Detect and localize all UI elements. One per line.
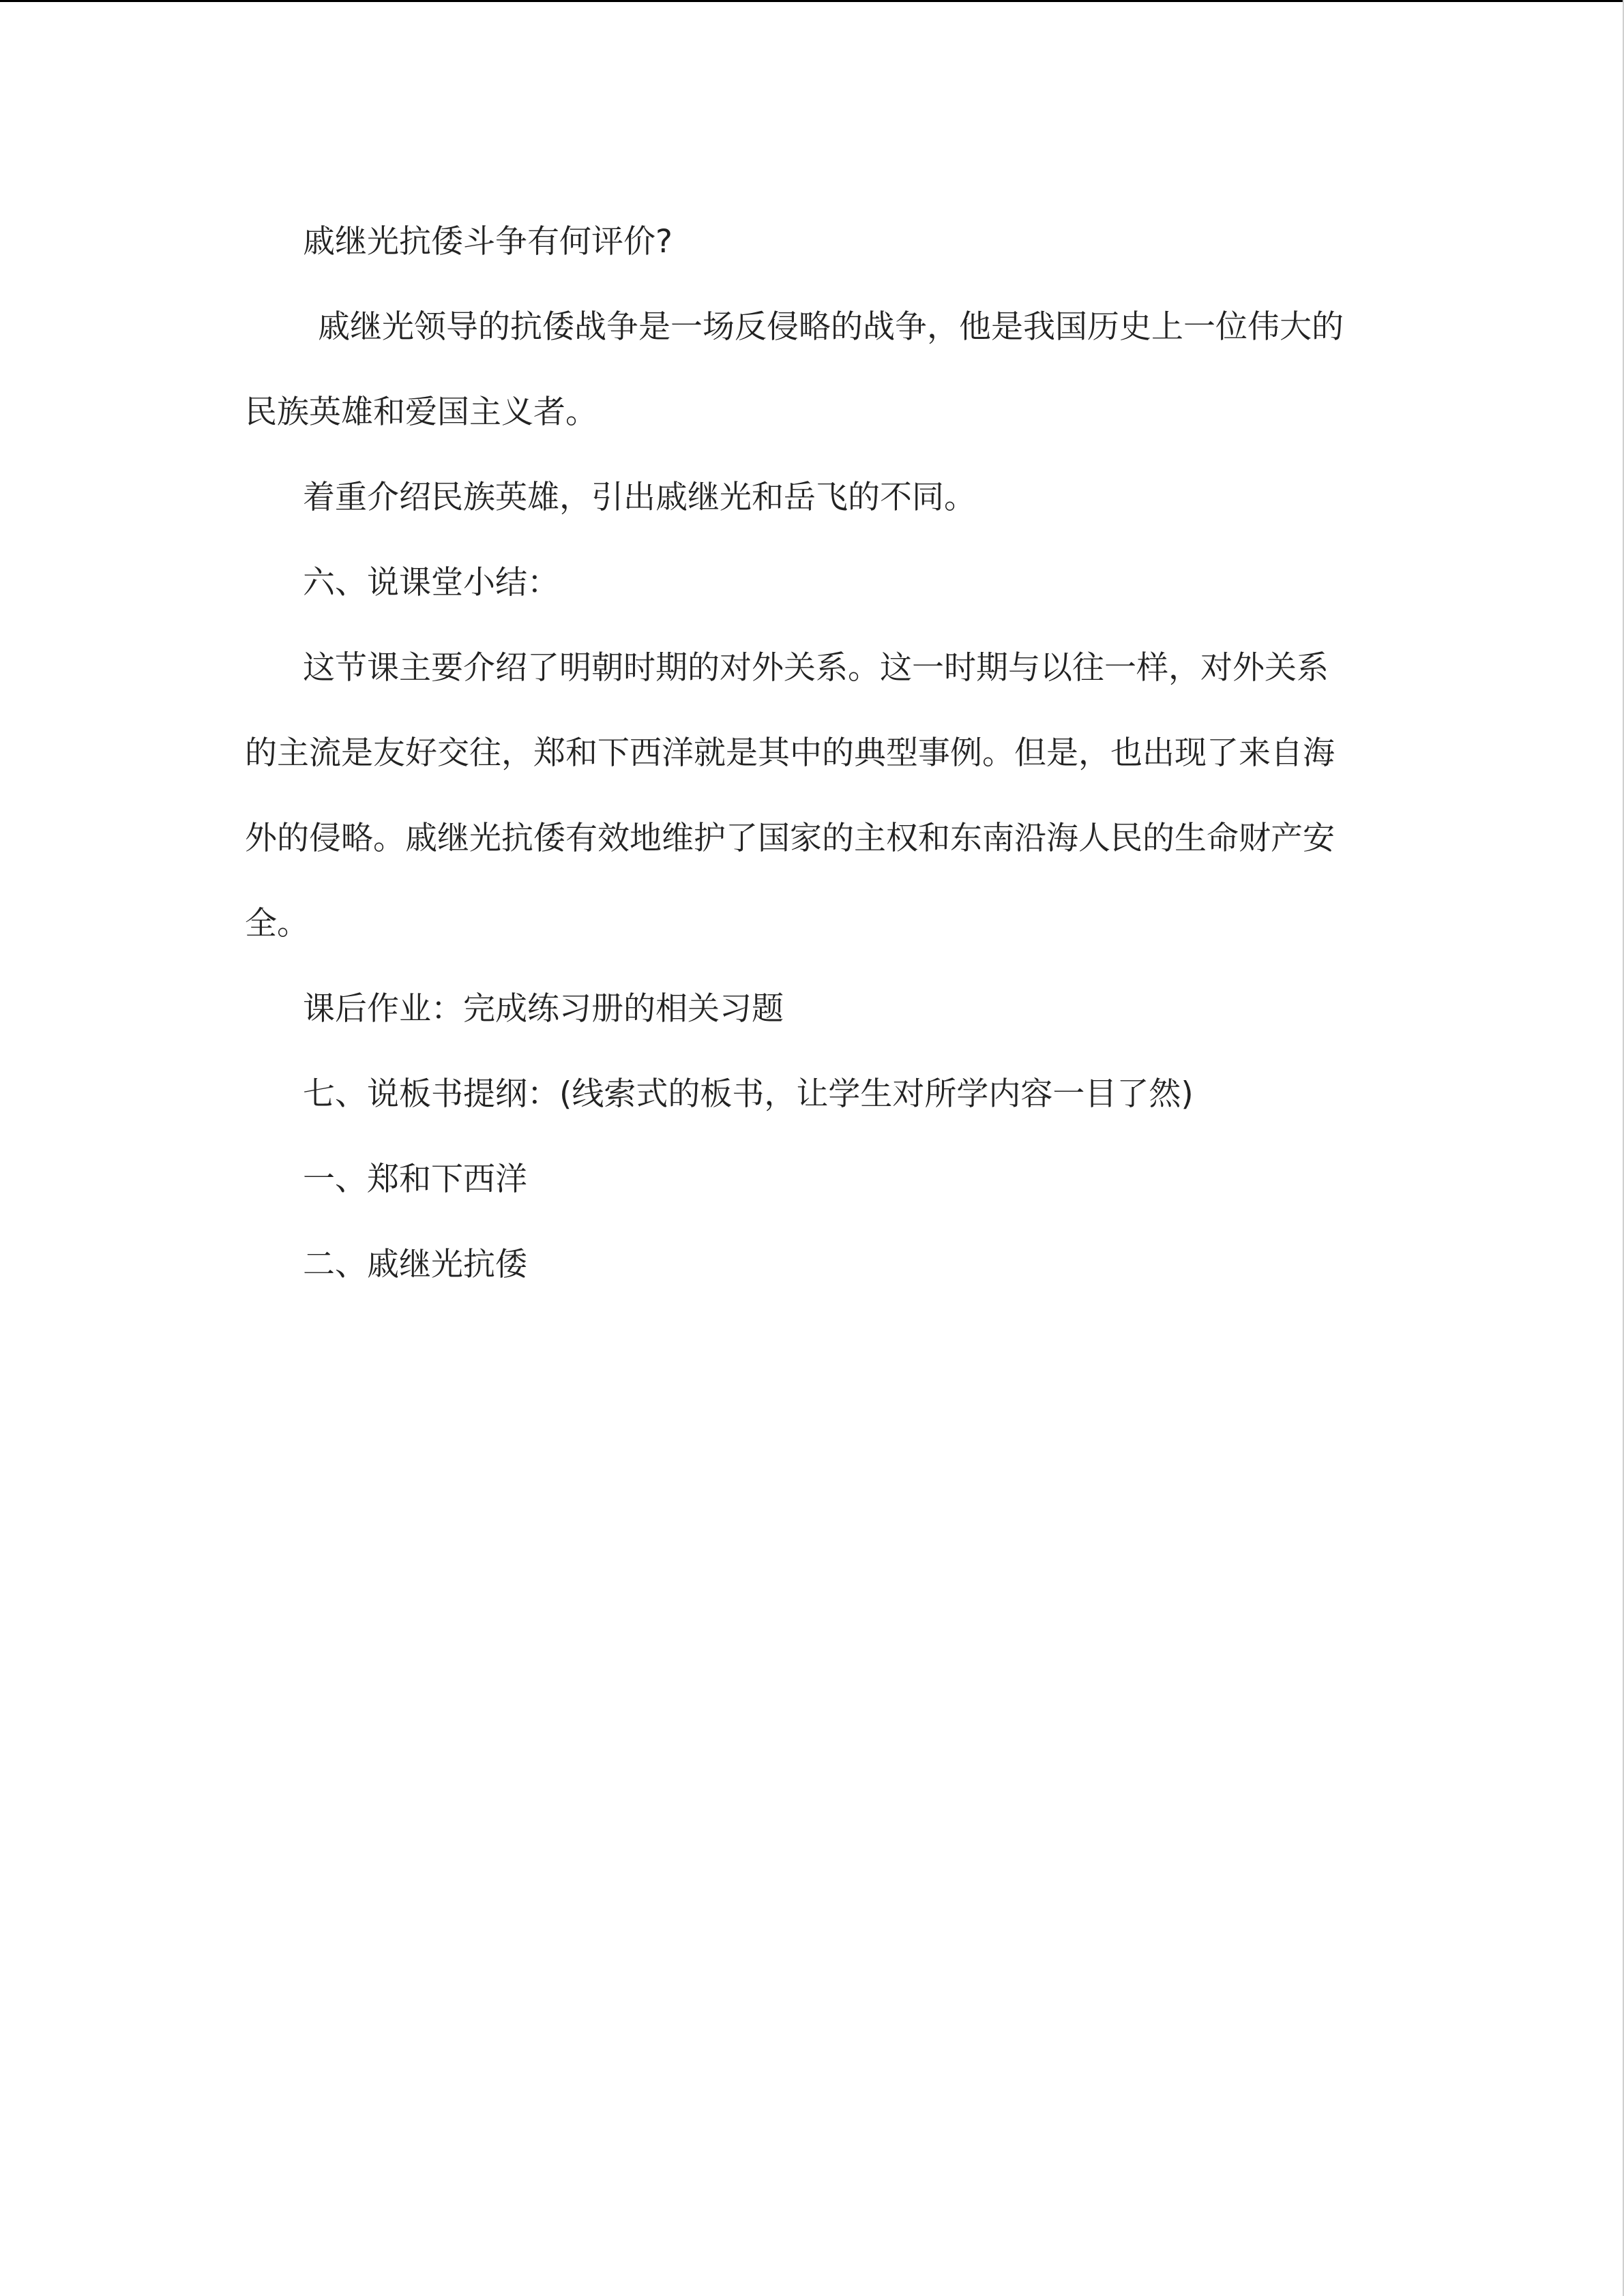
section-six-heading: 六、说课堂小结： <box>303 564 559 601</box>
answer-line-1: 戚继光领导的抗倭战争是一场反侵略的战争，他是我国历史上一位伟大的 <box>318 308 1344 346</box>
teaching-note: 着重介绍民族英雄，引出戚继光和岳飞的不同。 <box>303 479 976 516</box>
outline-item-1: 一、郑和下西洋 <box>303 1161 527 1198</box>
summary-line-1: 这节课主要介绍了明朝时期的对外关系。这一时期与以往一样，对外关系 <box>303 649 1329 687</box>
outline-item-2: 二、戚继光抗倭 <box>303 1246 527 1283</box>
question-evaluation: 戚继光抗倭斗争有何评价? <box>303 223 673 260</box>
answer-line-2: 民族英雄和爱国主义者。 <box>245 393 597 431</box>
section-seven-heading: 七、说板书提纲：(线索式的板书，让学生对所学内容一目了然) <box>303 1075 1194 1113</box>
summary-line-4: 全。 <box>245 905 309 942</box>
summary-line-2: 的主流是友好交往，郑和下西洋就是其中的典型事例。但是，也出现了来自海 <box>245 734 1335 772</box>
summary-line-3: 外的侵略。戚继光抗倭有效地维护了国家的主权和东南沿海人民的生命财产安 <box>245 820 1335 857</box>
homework: 课后作业：完成练习册的相关习题 <box>303 990 784 1028</box>
